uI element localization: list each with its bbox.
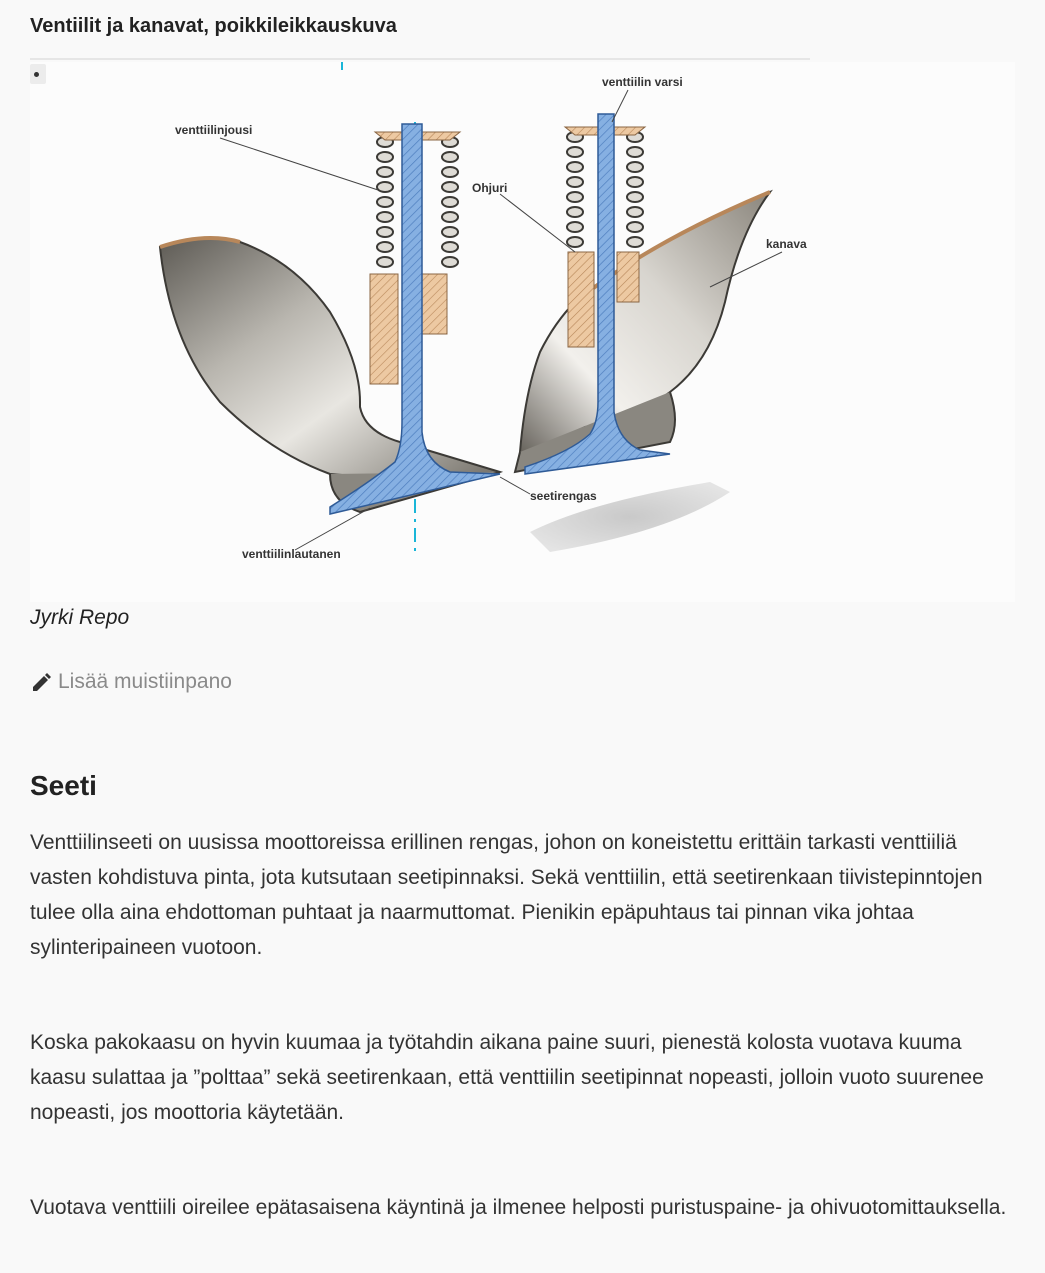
- left-valve-guide: [370, 274, 398, 384]
- figure-title: Ventiilit ja kanavat, poikkileikkauskuva: [30, 15, 397, 37]
- label-port: kanava: [766, 237, 807, 251]
- valve-cross-section-figure: [30, 62, 1015, 602]
- add-note-button[interactable]: [30, 670, 232, 694]
- pencil-icon: [30, 671, 52, 693]
- label-stem: venttiilin varsi: [602, 75, 683, 89]
- figure-credit: Jyrki Repo: [30, 606, 130, 629]
- paragraph: Koska pakokaasu on hyvin kuumaa ja työtahdin aikana paine suuri, pienestä kolosta vuotava kuuma kaasu sulattaa ja ”polttaa” sekä seetirenkaan, että venttiilin seetipinnat nopeasti, jolloin vuoto suurenee nopeasti, jos moottoria käytetään.: [30, 1031, 984, 1124]
- section-heading: Seeti: [30, 770, 97, 801]
- paragraph: Vuotava venttiili oireilee epätasaisena käyntinä ja ilmenee helposti puristuspaine- ja ohivuotomittauksella.: [30, 1196, 1007, 1219]
- label-valve-head: venttiilinlautanen: [242, 547, 341, 561]
- add-note-label: Lisää muistiinpano: [58, 670, 232, 693]
- label-seat-ring: seetirengas: [530, 489, 597, 503]
- right-valve-guide: [568, 252, 594, 347]
- right-port: [515, 192, 770, 472]
- label-guide: Ohjuri: [472, 181, 508, 195]
- valve-illustration: [30, 62, 1015, 602]
- label-spring: venttiilinjousi: [175, 123, 253, 137]
- paragraph: Venttiilinseeti on uusissa moottoreissa erillinen rengas, johon on koneistettu erittäin tarkasti venttiiliä vasten kohdistuva pinta, jota kutsutaan seetipinnaksi. Sekä venttiilin, että seetirenkaan tiivistepinntojen tulee olla aina ehdottoman puhtaat ja naarmuttomat. Pienikin epäpuhtaus tai pinnan vika johtaa sylinteripaineen vuotoon.: [30, 831, 983, 959]
- figure-divider: [30, 58, 810, 60]
